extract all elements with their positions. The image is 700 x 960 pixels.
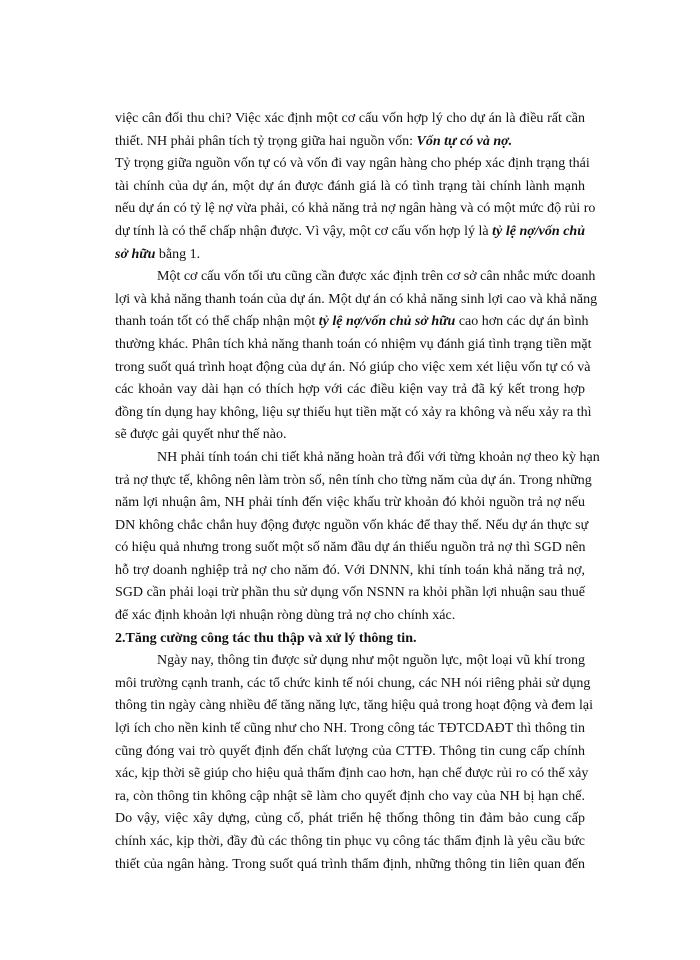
text-line: cũng đóng vai trò quyết định đến chất lượng của CTTĐ. Thông tin cung cấp chính xyxy=(115,743,585,759)
text-run: thiết. NH phải phân tích tỷ trọng giữa hai nguồn vốn: xyxy=(115,133,417,149)
emphasis-text: Vốn tự có và nợ. xyxy=(416,133,513,149)
text-line: Một cơ cấu vốn tối ưu cũng cần được xác định trên cơ sở cân nhắc mức doanh xyxy=(157,269,596,285)
text-line: có hiệu quả nhưng trong suốt một số năm đầu dự án thiếu nguồn trả nợ thì SGD nên xyxy=(115,540,586,556)
text-line: tài chính của dự án, một dự án được đánh giá là có tình trạng tài chính lành mạnh xyxy=(115,178,585,194)
text-line: SGD cần phải loại trừ phần thu sử dụng vốn NSNN ra khỏi phần lợi nhuận sau thuế xyxy=(115,585,585,601)
text-line: trả nợ thực tế, không nên làm tròn số, nên tính cho từng năm của dự án. Trong những xyxy=(115,472,592,488)
text-line: thường khác. Phân tích khả năng thanh toán có nhiệm vụ đánh giá tình trạng tiền mặt xyxy=(115,336,592,352)
emphasis-text: tỷ lệ nợ/vốn chủ xyxy=(492,223,585,239)
text-line: Do vậy, việc xây dựng, củng cố, phát triển hệ thống thông tin đảm bảo cung cấp xyxy=(115,811,585,827)
text-run: dự tính là có thể chấp nhận được. Vì vậy, một cơ cấu vốn hợp lý là xyxy=(115,223,493,239)
emphasis-text: sở hữu xyxy=(115,246,156,262)
text-run: bằng 1. xyxy=(155,246,201,262)
text-line: NH phải tính toán chi tiết khả năng hoàn trả đối với từng khoản nợ theo kỳ hạn xyxy=(157,449,600,465)
paragraph-3 xyxy=(115,266,598,447)
text-line xyxy=(115,221,585,244)
text-line: hỗ trợ doanh nghiệp trả nợ cho năm đó. Với DNNN, khi tính toán khả năng trả nợ, xyxy=(115,562,585,578)
text-line: chính xác, kịp thời, đầy đủ các thông tin phục vụ công tác thẩm định là yêu cầu bức xyxy=(115,834,585,849)
text-line: nếu dự án có tỷ lệ nợ vừa phải, có khả năng trả nợ ngân hàng và có một mức độ rủi ro xyxy=(115,201,596,217)
text-line: lợi ích cho nền kinh tế cũng như cho NH. Trong công tác TĐTCDAĐT thì thông tin xyxy=(115,721,585,737)
text-line: thông tin ngày càng nhiều để tăng năng lực, tăng hiệu quả trong hoạt động và đem lại xyxy=(115,698,594,714)
text-line: Ngày nay, thông tin được sử dụng như một nguồn lực, một loại vũ khí trong xyxy=(157,653,585,669)
emphasis-text: tỷ lệ nợ/vốn chủ sở hữu xyxy=(318,314,456,330)
text-line: năm lợi nhuận âm, NH phải tính đến việc khấu trừ khoản đó khỏi nguồn trả nợ nếu xyxy=(115,495,585,511)
text-line: Tỷ trọng giữa nguồn vốn tự có và vốn đi vay ngân hàng cho phép xác định trạng thái xyxy=(115,156,590,172)
text-line xyxy=(115,311,589,334)
text-line xyxy=(115,131,585,154)
paragraph-4 xyxy=(115,447,600,628)
document-page xyxy=(115,108,600,876)
text-line: sẽ được gải quyết như thế nào. xyxy=(115,427,287,443)
text-line: để xác định khoản lợi nhuận ròng dùng trả nợ cho chính xác. xyxy=(115,608,456,624)
paragraph-5 xyxy=(115,650,594,876)
text-line: môi trường cạnh tranh, các tổ chức kinh tế nói chung, các NH nói riêng phải sử dụng xyxy=(115,675,591,691)
text-run: thanh toán tốt có thể chấp nhận một xyxy=(115,314,319,330)
text-line: lợi và khả năng thanh toán của dự án. Một dự án có khả năng sinh lợi cao và khả năng xyxy=(115,291,598,307)
text-line xyxy=(115,244,585,267)
text-run: cao hơn các dự án bình xyxy=(455,314,589,330)
text-line: trong suốt quá trình hoạt động của dự án. Nó giúp cho việc xem xét liệu vốn tự có và xyxy=(115,359,591,375)
text-line: xác, kịp thời sẽ giúp cho hiệu quả thẩm định cao hơn, hạn chế được rủi ro có thể xảy xyxy=(115,766,589,782)
text-line: DN không chắc chắn huy động được nguồn vốn khác để thay thế. Nếu dự án thực sự xyxy=(115,517,589,533)
text-line: các khoản vay dài hạn có thích hợp với các điều kiện vay trả đã ký kết trong hợp xyxy=(115,382,585,398)
paragraph-1 xyxy=(115,108,585,153)
text-line: ra, còn thông tin không cập nhật sẽ làm cho quyết định cho vay của NH bị hạn chế. xyxy=(115,788,585,804)
text-line: việc cân đối thu chi? Việc xác định một cơ cấu vốn hợp lý cho dự án là điều rất cần xyxy=(115,111,585,126)
paragraph-2 xyxy=(115,153,596,266)
text-line: đồng tín dụng hay không, liệu sự thiếu hụt tiền mặt có xảy ra không và nếu xảy ra thì xyxy=(115,404,592,420)
section-heading: 2.Tăng cường công tác thu thập và xử lý thông tin. xyxy=(115,630,417,646)
text-line: thiết của ngân hàng. Trong suốt quá trình thẩm định, những thông tin liên quan đến xyxy=(115,856,585,872)
